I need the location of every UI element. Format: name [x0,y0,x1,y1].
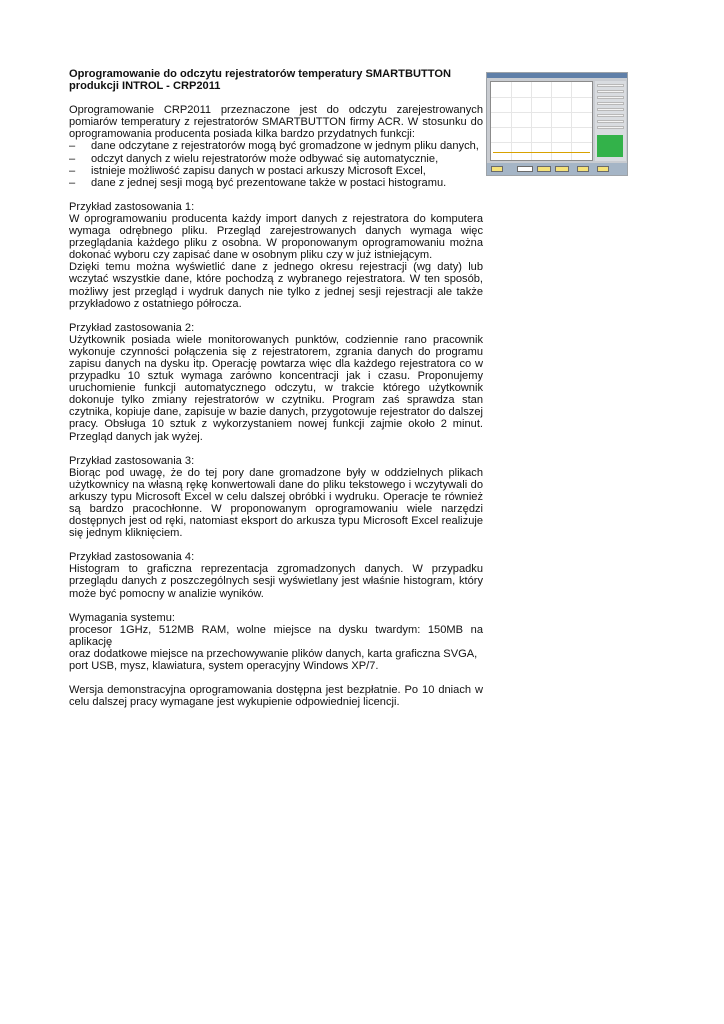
document-body [69,68,483,708]
example-2-body: Użytkownik posiada wiele monitorowanych punktów, codziennie rano pracownik wykonuje czynności połączenia się z rejestratorem, zgrania danych do programu zapisu danych na dysku itp. Operację powtarza więc dla każdego rejestratora co w przypadku 10 sztuk wymaga zarówno koncentracji jak i czasu. Proponujemy uruchomienie funkcji automatycznego odczytu, w trakcie którego użytkownik dokonuje tylko zmiany rejestratorów w czytniku. Program zaś sprawdza stan czytnika, kopiuje dane, zapisuje w bazie danych, przygotowuje rejestrator do dalszej pracy. Obsługa 10 sztuk z wykorzystaniem nowej funkcji zajmie około 2 minut. Przegląd danych jak wyżej. [69,333,483,443]
title-line-1: Oprogramowanie do odczytu rejestratorów temperatury SMARTBUTTON [69,68,451,80]
screenshot-plot-area [490,81,593,161]
software-screenshot [486,72,628,176]
example-4-body: Histogram to graficzna reprezentacja zgromadzonych danych. W przypadku przeglądu danych z poszczególnych sesji wyświetlany jest właśnie histogram, który może być pomocny w analizie wyników. [69,563,483,600]
example-2-label: Przykład zastosowania 2: [69,321,195,334]
list-item: – dane odczytane z rejestratorów mogą być gromadzone w jednym pliku danych, [69,140,479,153]
example-1-label: Przykład zastosowania 1: [69,200,195,213]
list-item: – istnieje możliwość zapisu danych w postaci arkuszy Microsoft Excel, [69,164,426,177]
example-1-body-2: Dzięki temu można wyświetlić dane z jednego okresu rejestracji (wg daty) lub wczytać wszystkie dane, które pochodzą z wybranego rejestratora. W ten sposób, możliwy jest przegląd i wydruk danych nie tylko z jednej sesji rejestracji ale także przykładowo z ostatniego półrocza. [69,261,483,310]
example-3-label: Przykład zastosowania 3: [69,454,195,467]
requirements-line-2: oraz dodatkowe miejsce na przechowywanie plików danych, karta graficzna SVGA, port USB, mysz, klawiatura, system operacyjny Windows XP/7. [69,647,478,673]
list-item: – odczyt danych z wielu rejestratorów może odbywać się automatycznie, [69,152,439,165]
example-3-body: Biorąc pod uwagę, że do tej pory dane gromadzone były w oddzielnych plikach użytkownicy na własną rękę konwertowali dane do pliku tekstowego i wczytywali do arkuszy typu Microsoft Excel w celu dalszej obróbki i wydruku. Operacje te również są bardzo pracochłonne. W proponowanym oprogramowaniu wiele narzędzi dostępnych jest od ręki, natomiast eksport do arkusza typu Microsoft Excel realizuje się jednym kliknięciem. [69,466,483,540]
screenshot-status-box [597,135,623,157]
screenshot-temperature-trace [493,152,590,153]
requirements-label: Wymagania systemu: [69,611,175,624]
demo-paragraph: Wersja demonstracyjna oprogramowania dostępna jest bezpłatnie. Po 10 dniach w celu dalszej pracy wymagane jest wykupienie odpowiedniej licencji. [69,684,483,709]
title-line-2: produkcji INTROL - CRP2011 [69,80,221,93]
requirements-line-1: procesor 1GHz, 512MB RAM, wolne miejsce na dysku twardym: 150MB na aplikację [69,623,483,648]
intro-paragraph: Oprogramowanie CRP2011 przeznaczone jest do odczytu zarejestrowanych pomiarów temperatury z rejestratorów SMARTBUTTON firmy ACR. W stosunku do oprogramowania producenta posiada kilka bardzo przydatnych funkcji: [69,104,483,141]
screenshot-titlebar [487,73,627,78]
example-4-label: Przykład zastosowania 4: [69,551,195,564]
feature-list [69,140,483,188]
list-item: – dane z jednej sesji mogą być prezentowane także w postaci histogramu. [69,176,447,189]
screenshot-toolbar [487,163,627,175]
document-title [69,68,483,92]
example-1-body: W oprogramowaniu producenta każdy import danych z rejestratora do komputera wymaga odrębnego pliku. Przegląd zarejestrowanych danych wymaga więc przeglądania każdego pliku z osobna. W proponowanym oprogramowaniu można dokonać wyboru czy zapisać dane w osobnym pliku czy w już istniejącym. [69,212,483,262]
